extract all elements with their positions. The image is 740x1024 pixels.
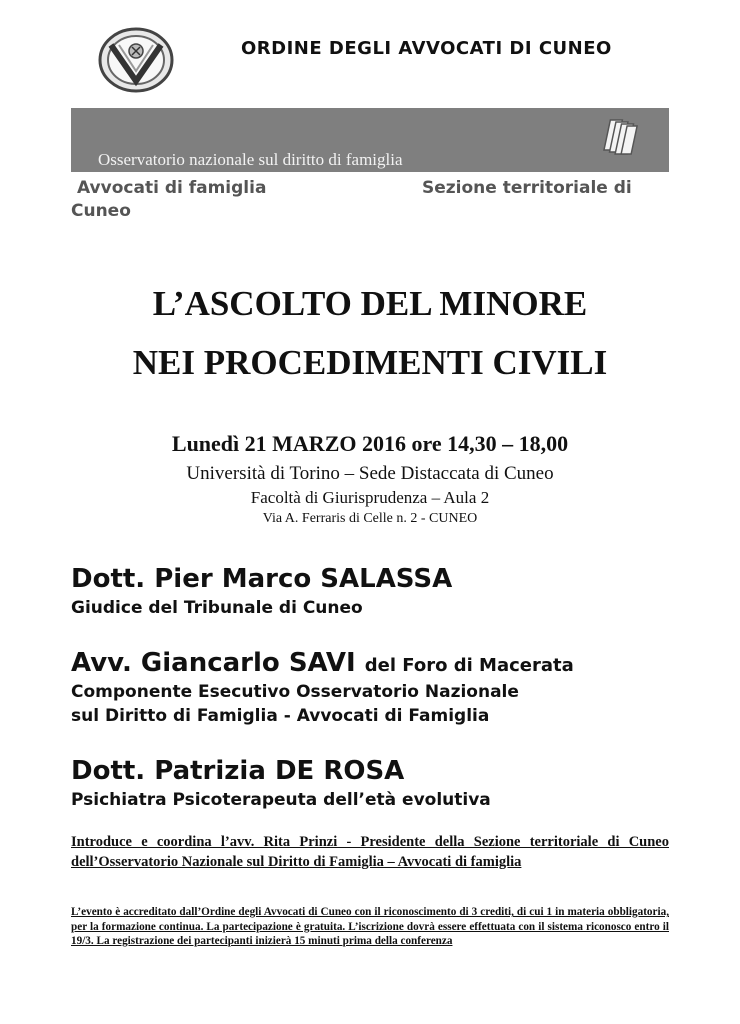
speaker-name: Dott. Patrizia DE ROSA (71, 756, 405, 786)
speaker-entry (71, 648, 574, 678)
speaker-name: Avv. Giancarlo SAVI (71, 648, 356, 678)
event-date: Lunedì 21 MARZO 2016 ore 14,30 – 18,00 (171, 431, 569, 456)
event-title-line-2: NEI PROCEDIMENTI CIVILI (132, 343, 608, 382)
subtitle-city: Cuneo (71, 201, 131, 221)
moderator-intro: Introduce e coordina l’avv. Rita Prinzi - Presidente della Sezione territoriale di Cuneo dell’Osservatorio Nazionale sul Diritto di Famiglia – Avvocati di famiglia (71, 834, 669, 870)
books-icon (597, 117, 639, 157)
speaker-role: sul Diritto di Famiglia - Avvocati di Famiglia (71, 706, 490, 726)
venue-address: Via A. Ferraris di Celle n. 2 - CUNEO (262, 511, 478, 526)
venue-faculty: Facoltà di Giurisprudenza – Aula 2 (250, 488, 490, 507)
accreditation-note: L’evento è accreditato dall’Ordine degli Avvocati di Cuneo con il riconoscimento di 3 crediti, di cui 1 in materia obbligatoria, per la formazione continua. La partecipazione è gratuita. L’iscrizione dovrà essere effettuata con il sistema riconosco entro il 19/3. La registrazione dei partecipanti inizierà 15 minuti prima della conferenza (71, 906, 669, 947)
speaker-affiliation: del Foro di Macerata (364, 655, 574, 676)
bar-association-logo (97, 27, 175, 93)
subtitle-territorial-section: Sezione territoriale di (422, 178, 632, 198)
event-title-line-1: L’ASCOLTO DEL MINORE (152, 284, 588, 323)
speaker-role: Giudice del Tribunale di Cuneo (71, 598, 363, 618)
speaker-name: Dott. Pier Marco SALASSA (71, 564, 453, 594)
banner-text: Osservatorio nazionale sul diritto di famiglia (98, 150, 403, 169)
venue-university: Università di Torino – Sede Distaccata di Cuneo (186, 463, 554, 484)
observatory-banner (71, 108, 669, 172)
subtitle-family-lawyers: Avvocati di famiglia (77, 178, 267, 198)
organization-name: ORDINE DEGLI AVVOCATI DI CUNEO (241, 38, 612, 59)
speaker-role: Psichiatra Psicoterapeuta dell’età evolutiva (71, 790, 491, 810)
speaker-role: Componente Esecutivo Osservatorio Nazionale (71, 682, 519, 702)
